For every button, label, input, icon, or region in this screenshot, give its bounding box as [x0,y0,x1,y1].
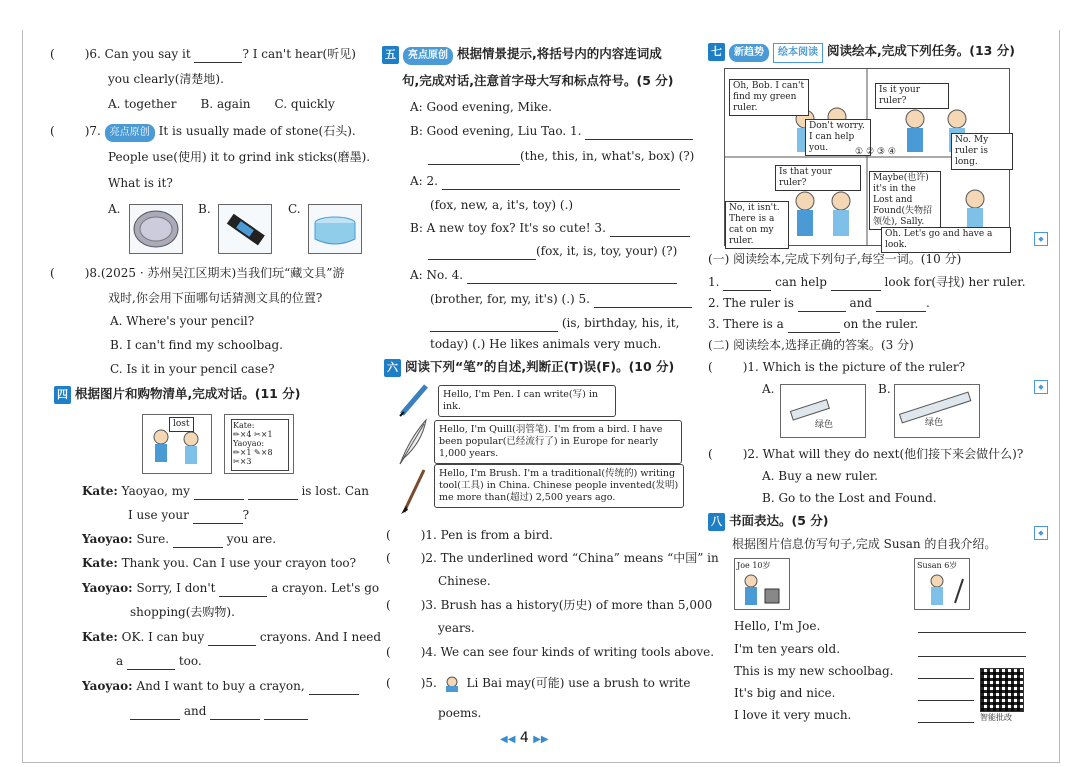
part1-blank-1a[interactable] [723,278,771,291]
brush-speech: Hello, I'm Brush. I'm a traditional(传统的) writing tool(工具) in China. Chinese people invented(发明) me more than(超过) 2,500 years ago. [434,464,684,508]
susan-blank-5[interactable] [918,710,974,723]
pencil-box-icon [219,205,271,253]
dialog-line-8 [116,652,202,670]
page-footer [500,730,549,746]
item-text: look for(寻找) her ruler. [884,275,1026,289]
section-6-heading [384,358,674,377]
q8-option-a[interactable]: A. Where's your pencil? [110,314,255,328]
s5-blank-1[interactable] [585,127,693,140]
q2-option-b[interactable]: B. Go to the Lost and Found. [762,491,937,505]
comic-bubble-6: No, it isn't. There is a cat on my ruler. [725,201,789,249]
inkstone-icon [130,205,182,253]
dialog-text: crayons. And I need [259,630,382,644]
dialog-text: Thank you. Can I use your crayon too? [121,556,357,570]
section-7-tag2: 绘本阅读 [773,43,823,63]
comic-bubble-3: Is it your ruler? [875,83,949,109]
part2-title: (二) 阅读绘本,选择正确的答案。(3 分) [708,338,914,352]
section-8-instruction: 根据图片信息仿写句子,完成 Susan 的自我介绍。 [732,537,997,551]
s5-line-b2b [428,242,677,260]
joe-age: 10岁 [752,561,771,570]
comic-bubble-2: Don't worry. I can help you. [805,119,871,156]
tf-2: ( )2. The underlined word “China” means “中国” in [386,551,719,565]
susan-blank-3[interactable] [918,666,974,679]
section-5-title2: 句,完成对话,注意首字母大写和标点符号。(5 分) [402,73,674,88]
blank-3[interactable] [173,535,223,548]
bowl-icon [309,205,361,253]
section-8-title: 书面表达。(5 分) [729,513,829,528]
susan-blank-4[interactable] [918,688,974,701]
blank-10b[interactable] [210,707,260,720]
s5-blank-5[interactable] [594,295,692,308]
susan-age: 6岁 [944,561,958,570]
part1-blank-2a[interactable] [798,299,846,312]
blank-2[interactable] [193,511,243,524]
quill-speech: Hello, I'm Quill(羽管笔). I'm from a bird. I have been popular(已经流行了) in Europe for nearly 1,000 years. [434,420,682,464]
q7-option-b-image[interactable] [218,204,272,254]
section-8-number: 八 [708,513,725,531]
s5-line-b2 [410,219,690,237]
section-6-number: 六 [384,359,401,377]
section-5-heading [382,45,662,65]
s5-line-a2 [410,172,680,190]
q8-option-c[interactable]: C. Is it in your pencil case? [110,362,275,376]
section-5-tag: 亮点原创 [403,47,453,65]
dialog-line-1 [82,482,369,500]
lost-bubble: lost [169,417,194,432]
long-ruler-icon [895,385,979,437]
tf-text: Brush has a history(历史) of more than 5,000 [440,598,713,612]
tf-num: )5. [420,676,437,690]
page-number: 4 [519,730,529,746]
section-4-title: 根据图片和购物清单,完成对话。(11 分) [75,386,301,401]
dialog-text: And I want to buy a crayon, [136,679,305,693]
joe-line-4: It's big and nice. [734,686,836,700]
section-7-number: 七 [708,43,725,61]
part1-blank-1b[interactable] [831,278,881,291]
joe-line-1: Hello, I'm Joe. [734,619,821,633]
q6-text2: ? I can't hear(听见) [242,47,356,61]
dialog-line-4 [82,554,356,572]
ruler-option-a-label: A. [762,382,775,396]
q7-option-a-image[interactable] [129,204,183,254]
dialog-text: and [183,704,207,718]
blank-9[interactable] [309,682,359,695]
s5-hint-3: (fox, it, is, toy, your) (?) [536,244,678,258]
item-num: 1. [708,275,720,289]
s5-hint-4: (brother, for, my, it's) (.) 5. [430,292,590,306]
s5-line-5b [430,314,679,332]
prev-page-icon[interactable]: ◀◀ [500,734,516,745]
q7-line1: ( )7. 亮点原创 It is usually made of stone(石头). [50,122,356,142]
joe-line-2: I'm ten years old. [734,642,841,656]
dialog-line-10 [130,702,308,720]
section-4-heading [54,385,300,404]
qr-code[interactable] [980,668,1024,712]
q8-text: (2025 · 苏州吴江区期末)当我们玩“藏文具”游 [100,266,345,280]
q7-label-b: B. [198,202,211,216]
ruler-b-color-label: 绿色 [925,418,944,428]
part1-item-2 [708,294,930,312]
tf-2-cont: Chinese. [438,574,491,588]
q6-options [108,95,359,113]
panel-numbers [855,147,896,157]
comic-panels [724,68,1010,250]
blank-8[interactable] [127,657,175,670]
li-bai-icon [441,676,463,692]
blank-7[interactable] [208,633,256,646]
q7-number: )7. [84,124,101,138]
tf-num: )4. [420,645,437,659]
s5-line-end: today) (.) He likes animals very much. [430,337,662,351]
q2-option-a[interactable]: A. Buy a new ruler. [762,469,878,483]
item-num: 2. [708,296,720,310]
q-num: )1. [742,360,759,374]
speaker: Kate: [82,630,118,644]
dialog-line-2 [128,506,249,524]
q7-option-c-image[interactable] [308,204,362,254]
q8-line1: ( )8.(2025 · 苏州吴江区期末)当我们玩“藏文具”游 [50,266,345,280]
dialog-text: a crayon. Let's go [271,581,380,595]
speaker: Yaoyao: [82,532,133,546]
blank-10c[interactable] [264,707,308,720]
part2-q2: ( )2. What will they do next(他们接下来会做什么)? [708,447,1024,461]
speaker: Kate: [82,484,118,498]
tf-5: ( )5. Li Bai may(可能) use a brush to write [386,676,691,690]
part2-q1: ( )1. Which is the picture of the ruler? [708,360,966,374]
s5-line-hint4 [430,290,692,308]
item-text: can help [775,275,827,289]
q7-tag: 亮点原创 [105,124,155,142]
q6-option-a[interactable]: A. together [108,97,177,111]
tf-num: )3. [420,598,437,612]
dialog-line-6: shopping(去购物). [130,605,235,619]
brush-icon [398,466,428,516]
tf-3-cont: years. [438,621,475,635]
shopping-list-image [224,414,294,474]
q7-text: It is usually made of stone(石头). [158,124,356,138]
s5-hint-2: (fox, new, a, it's, toy) (.) [430,198,574,212]
q8-option-b[interactable]: B. I can't find my schoolbag. [110,338,283,352]
q7-text2: People use(使用) it to grind ink sticks(磨墨). [108,150,371,164]
q6-number: )6. [84,47,101,61]
q7-label-c: C. [288,202,301,216]
s5-blank-3[interactable] [610,224,690,237]
part1-blank-2b[interactable] [876,299,926,312]
s5-hint-5: (is, birthday, his, it, [561,316,680,330]
section-8-heading [708,512,828,531]
dialog-text: too. [178,654,202,668]
ruler-option-b[interactable] [894,384,980,438]
dialog-text: Sorry, I don't [136,581,216,595]
side-tab-2[interactable]: ◆ [1034,380,1048,394]
s5-text: A: 2. [410,174,438,188]
s5-blank-4[interactable] [467,271,677,284]
speaker: Yaoyao: [82,679,133,693]
s5-line-a1: A: Good evening, Mike. [410,100,552,114]
item-text: and [849,296,873,310]
panel-num: ④ [887,147,896,157]
section-7-title: 阅读绘本,完成下列任务。(13 分) [827,43,1015,58]
blank-10a[interactable] [130,707,180,720]
s5-line-a3 [410,266,677,284]
item-text: There is a [723,317,784,331]
section-5-number: 五 [382,46,399,64]
q6-blank[interactable] [194,50,242,63]
ruler-a-color-label: 绿色 [815,420,834,430]
s5-text: B: A new toy fox? It's so cute! 3. [410,221,606,235]
lost-pencil-image [142,414,212,474]
s5-text: A: No. 4. [410,268,464,282]
tf-5-cont: poems. [438,706,482,720]
dialog-text: ? [242,508,250,522]
item-num: 3. [708,317,720,331]
dialog-text: Sure. [136,532,170,546]
item-text: The ruler is [723,296,794,310]
side-tab-1[interactable]: ◆ [1034,232,1048,246]
s5-blank-1b[interactable] [428,152,520,165]
dialog-line-5 [82,579,379,597]
q7-text3: What is it? [108,176,173,190]
side-tab-3[interactable]: ◆ [1034,526,1048,540]
part1-blank-3[interactable] [788,320,840,333]
s5-blank-2[interactable] [442,177,680,190]
susan-name: Susan [917,561,942,570]
section-6-title: 阅读下列“笔”的自述,判断正(T)误(F)。(10 分) [405,359,675,374]
q6-option-c[interactable]: C. quickly [274,97,335,111]
speaker: Kate: [82,556,118,570]
section-7-tag: 新趋势 [729,44,769,62]
section-7-heading [708,42,1015,63]
tf-text: Pen is from a bird. [440,528,553,542]
ruler-option-b-label: B. [878,382,891,396]
joe-line-3: This is my new schoolbag. [734,664,894,678]
part1-item-1 [708,273,1026,291]
dialog-text: Yaoyao, my [121,484,190,498]
blank-1a[interactable] [194,487,244,500]
panel-num: ② [865,147,875,157]
comic-bubble-7: Maybe(也许) it's in the Lost and Found(失物招领处), Sally. [869,171,941,230]
q7-label-a: A. [108,202,121,216]
q8-number: )8. [84,266,101,280]
comic-bubble-1: Oh, Bob. I can't find my green ruler. [729,79,809,116]
q-text: What will they do next(他们接下来会做什么)? [762,447,1024,461]
dialog-line-7 [82,628,381,646]
susan-blank-2[interactable] [918,644,1026,657]
speaker: Yaoyao: [82,581,133,595]
tf-text: Li Bai may(可能) use a brush to write [466,676,691,690]
q6-text: Can you say it [104,47,191,61]
item-text: on the ruler. [843,317,919,331]
dialog-text: OK. I can buy [121,630,205,644]
s5-line-b1b [428,147,694,165]
blank-1b[interactable] [248,487,298,500]
comic-bubble-8: Oh. Let's go and have a look. [881,227,1011,253]
panel-num: ③ [876,147,885,157]
next-page-icon[interactable]: ▶▶ [533,734,549,745]
dialog-text: is lost. Can [301,484,369,498]
dialog-text: I use your [128,508,189,522]
q6-line1: ( )6. Can you say it ? I can't hear(听见) [50,47,356,61]
joe-name: Joe [737,561,750,570]
part1-item-3 [708,315,918,333]
q-text: Which is the picture of the ruler? [762,360,966,374]
dialog-line-9 [82,677,359,695]
tf-3: ( )3. Brush has a history(历史) of more than 5,000 [386,598,713,612]
pen-icon [398,382,430,418]
tf-4: ( )4. We can see four kinds of writing tools above. [386,645,715,659]
joe-card [734,558,790,610]
dialog-line-3 [82,530,276,548]
s5-line-b1 [410,122,693,140]
section-5-title: 根据情景提示,将括号内的内容连词成 [457,46,662,61]
dialog-text: you are. [226,532,277,546]
q6-text3: you clearly(清楚地). [108,72,224,86]
s5-hint-1: (the, this, in, what's, box) (?) [520,149,695,163]
tf-text: The underlined word “China” means “中国” in [440,551,719,565]
tf-num: )2. [420,551,437,565]
s5-text: B: Good evening, Liu Tao. 1. [410,124,582,138]
pen-speech: Hello, I'm Pen. I can write(写) in ink. [438,385,616,417]
dialog-text: a [116,654,124,668]
item-text: . [925,296,930,310]
s5-blank-3b[interactable] [428,247,536,260]
s5-blank-5b[interactable] [430,319,558,332]
ruler-option-a[interactable] [780,384,866,438]
q6-option-b[interactable]: B. again [200,97,251,111]
section-4-number: 四 [54,386,71,404]
tf-1: ( )1. Pen is from a bird. [386,528,553,542]
shopping-list: Kate: ✏×4 ✂×1 Yaoyao: ✏×1 ✎×8 ✂×3 [231,419,289,471]
joe-line-5: I love it very much. [734,708,852,722]
part1-title: (一) 阅读绘本,完成下列句子,每空一词。(10 分) [708,252,962,266]
panel-num: ① [855,147,864,157]
blank-5[interactable] [219,584,267,597]
q8-text2: 戏时,你会用下面哪句话猜测文具的位置? [108,291,323,305]
tf-num: )1. [420,528,437,542]
comic-bubble-5: Is that your ruler? [775,165,861,191]
quill-icon [396,418,430,466]
qr-label: 智能批改 [980,713,1012,722]
q-num: )2. [742,447,759,461]
susan-card [914,558,970,610]
tf-text: We can see four kinds of writing tools above. [440,645,715,659]
comic-bubble-4: No. My ruler is long. [951,133,1013,170]
susan-blank-1[interactable] [918,620,1026,633]
